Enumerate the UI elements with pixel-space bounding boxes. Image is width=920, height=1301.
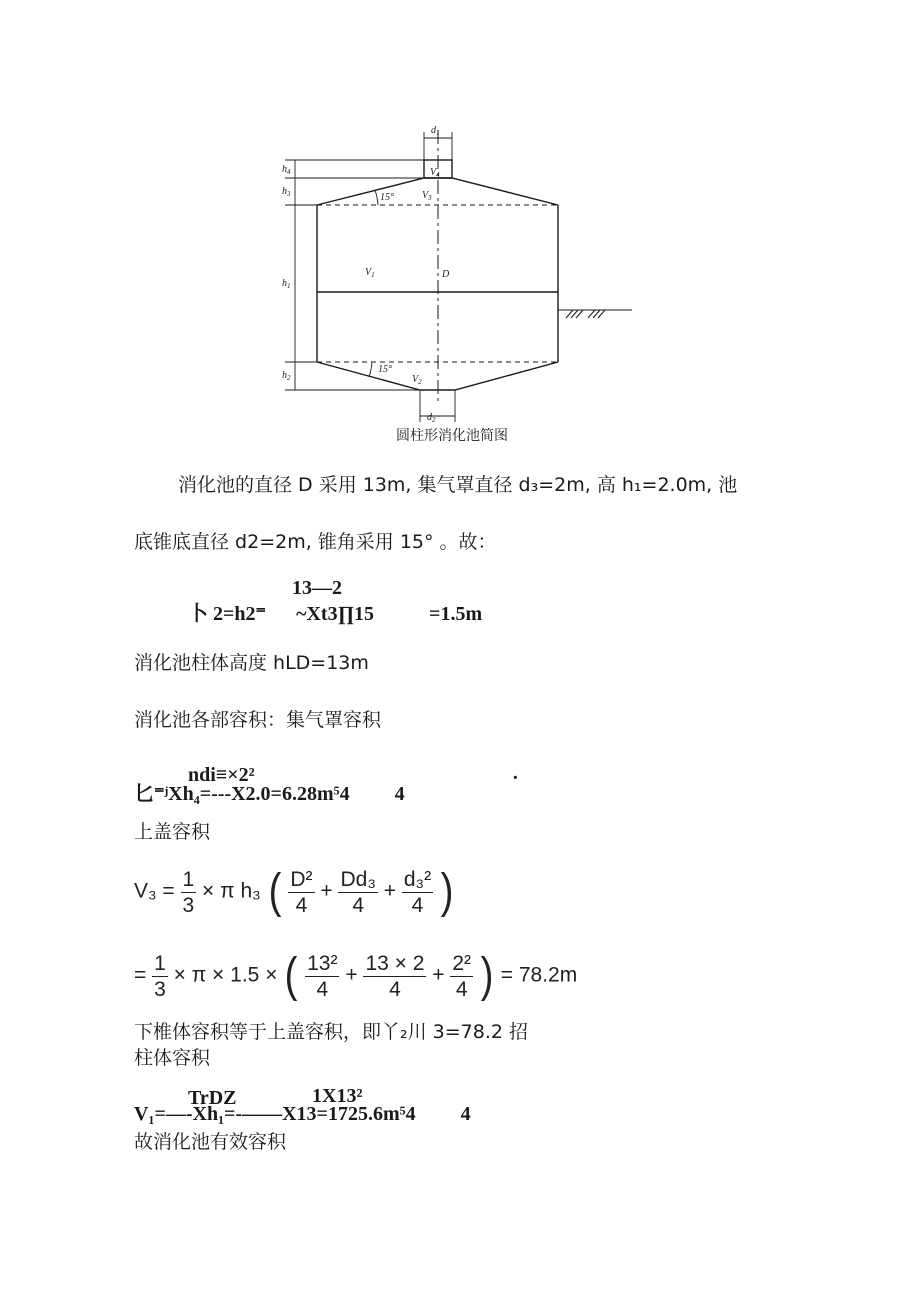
lower-cone-line: 下椎体容积等于上盖容积，即丫₂川 3=78.2 招: [134, 1021, 529, 1043]
svg-text:d1: $d_1$: [431, 125, 440, 137]
para1-line1: 消化池的直径 D 采用 13m, 集气罩直径 d₃=2m, 高 h₁=2.0m, 池: [178, 474, 738, 496]
figure-caption: 圆柱形消化池简图: [396, 428, 508, 444]
cylinder-height: 消化池柱体高度 hLD=13m: [134, 652, 369, 674]
volumes-intro: 消化池各部容积：集气罩容积: [134, 709, 382, 731]
svg-text:V2: $V_2$: [412, 374, 422, 386]
svg-text:h2: $h_2$: [282, 370, 291, 382]
upper-cover-label: 上盖容积: [134, 821, 211, 843]
formula-v3: V₃ = $\frac{1}{3}$ × π h₃ ( $\frac{\text{D²}}{4}$ + $\frac{\text{Dd₃}}{4}$ + $\frac{\text{d₃²}}{4}$ ): [134, 865, 454, 918]
svg-text:V3: $V_3$: [422, 190, 432, 202]
svg-text:15°: 15°: [378, 364, 392, 375]
svg-text:h3: $h_3$: [282, 186, 291, 198]
svg-text:h4: $h_4$: [282, 164, 291, 176]
eq2-main: 匕⁼ʲXh₄=---X2.0=6.28m⁵4 4: [134, 783, 405, 805]
eq1-main: 卜 2=h2⁼ ~Xt3∏15 =1.5m: [188, 603, 483, 625]
svg-text:V1: $V_1$: [365, 267, 375, 279]
eq2-top: ndi≡×2²: [188, 764, 255, 786]
eq4-top-left: TrDZ: [188, 1087, 237, 1109]
effective-volume-label: 故消化池有效容积: [134, 1131, 287, 1153]
cylinder-volume-label: 柱体容积: [134, 1047, 211, 1069]
svg-text:d2: $d_2$: [427, 412, 436, 424]
eq2-dot: ·: [512, 767, 519, 789]
svg-text:V4: $V_4$: [430, 167, 440, 179]
svg-text:15°: 15°: [380, 192, 394, 203]
eq4-top-right: 1X13²: [312, 1085, 363, 1107]
svg-text:D: D: [442, 269, 450, 280]
svg-text:h1: $h_1$: [282, 278, 291, 290]
digester-diagram: [270, 120, 640, 430]
eq4-main: V₁=—-Xh₁=-——X13=1725.6m⁵4 4: [134, 1103, 471, 1125]
para1-line2: 底锥底直径 d2=2m, 锥角采用 15° 。故：: [134, 531, 497, 553]
formula-v3-calc: = $\frac{1}{3}$ × π × 1.5 × ( $\frac{\text{13²}}{4}$ + $\frac{13 \times 2}{4}$ + $\frac{\text{2²}}{4}$ ) = 78.2m: [134, 949, 578, 1002]
eq1-top: 13—2: [292, 577, 342, 599]
